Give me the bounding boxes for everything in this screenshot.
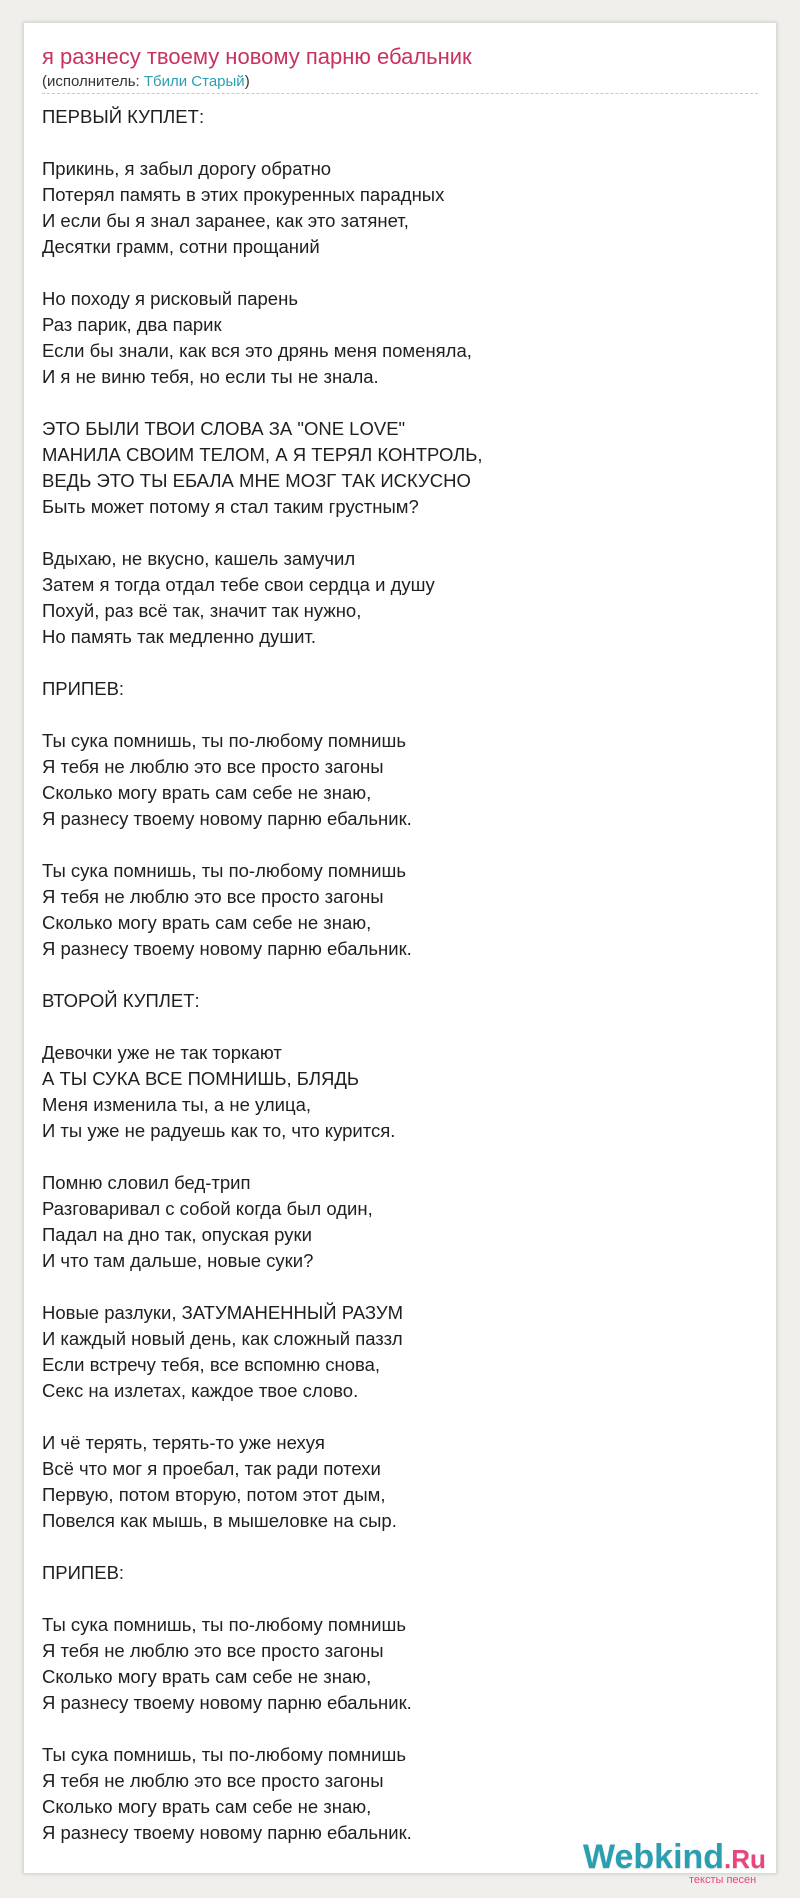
lyric-line: Всё что мог я проебал, так ради потехи bbox=[42, 1458, 381, 1479]
artist-prefix: (исполнитель: bbox=[42, 73, 144, 90]
logo-wordmark bbox=[583, 1838, 766, 1878]
lyric-line: Сколько могу врать сам себе не знаю, bbox=[42, 782, 372, 803]
lyric-line: И я не виню тебя, но если ты не знала. bbox=[42, 366, 379, 387]
lyric-line bbox=[42, 1274, 742, 1300]
lyric-line: ПРИПЕВ: bbox=[42, 1562, 125, 1583]
lyric-line: Первую, потом вторую, потом этот дым, bbox=[42, 1484, 386, 1505]
lyric-line bbox=[42, 1534, 742, 1560]
lyric-line: Ты сука помнишь, ты по-любому помнишь bbox=[42, 1744, 406, 1765]
lyric-line: Десятки грамм, сотни прощаний bbox=[42, 236, 320, 257]
lyric-line bbox=[42, 832, 742, 858]
lyric-line: Ты сука помнишь, ты по-любому помнишь bbox=[42, 1614, 406, 1635]
lyric-line: Сколько могу врать сам себе не знаю, bbox=[42, 912, 372, 933]
lyric-line bbox=[42, 1586, 742, 1612]
lyric-line: Помню словил бед-трип bbox=[42, 1172, 251, 1193]
lyric-line: Новые разлуки, ЗАТУМАНЕННЫЙ РАЗУМ bbox=[42, 1302, 404, 1323]
lyric-line: МАНИЛА СВОИМ ТЕЛОМ, А Я ТЕРЯЛ КОНТРОЛЬ, bbox=[42, 444, 483, 465]
lyric-line bbox=[42, 962, 742, 988]
lyric-line: Я разнесу твоему новому парню ебальник. bbox=[42, 1692, 412, 1713]
lyric-line: Повелся как мышь, в мышеловке на сыр. bbox=[42, 1510, 397, 1531]
lyrics-text bbox=[42, 104, 742, 1846]
lyric-line: И каждый новый день, как сложный паззл bbox=[42, 1328, 403, 1349]
lyric-line: Сколько могу врать сам себе не знаю, bbox=[42, 1796, 372, 1817]
lyric-line: Ты сука помнишь, ты по-любому помнишь bbox=[42, 730, 406, 751]
lyric-line: ВТОРОЙ КУПЛЕТ: bbox=[42, 990, 200, 1011]
lyric-line bbox=[42, 1404, 742, 1430]
lyric-line: Затем я тогда отдал тебе свои сердца и душу bbox=[42, 574, 435, 595]
lyric-line: И что там дальше, новые суки? bbox=[42, 1250, 314, 1271]
lyric-line: Но память так медленно душит. bbox=[42, 626, 316, 647]
lyric-line bbox=[42, 1014, 742, 1040]
artist-link[interactable]: Тбили Старый bbox=[143, 73, 245, 90]
lyric-line bbox=[42, 1144, 742, 1170]
lyric-line: Я тебя не люблю это все просто загоны bbox=[42, 1770, 384, 1791]
lyric-line bbox=[42, 260, 742, 286]
lyric-line: Потерял память в этих прокуренных парадных bbox=[42, 184, 445, 205]
lyric-line: Похуй, раз всё так, значит так нужно, bbox=[42, 600, 362, 621]
artist-line bbox=[42, 73, 250, 91]
lyric-line: Прикинь, я забыл дорогу обратно bbox=[42, 158, 332, 179]
lyric-line: Я тебя не люблю это все просто загоны bbox=[42, 756, 384, 777]
lyric-line bbox=[42, 390, 742, 416]
title-divider bbox=[42, 93, 758, 94]
lyric-line: Быть может потому я стал таким грустным? bbox=[42, 496, 419, 517]
lyric-line bbox=[42, 130, 742, 156]
lyric-line: ЭТО БЫЛИ ТВОИ СЛОВА ЗА "ONE LOVE" bbox=[42, 418, 406, 439]
lyric-line: И чё терять, терять-то уже нехуя bbox=[42, 1432, 325, 1453]
lyric-line: Вдыхаю, не вкусно, кашель замучил bbox=[42, 548, 356, 569]
logo-main-text: Webkind bbox=[583, 1838, 725, 1876]
lyric-line: ВЕДЬ ЭТО ТЫ ЕБАЛА МНЕ МОЗГ ТАК ИСКУСНО bbox=[42, 470, 471, 491]
lyric-line: ПРИПЕВ: bbox=[42, 678, 125, 699]
lyric-line: Но походу я рисковый парень bbox=[42, 288, 298, 309]
lyric-line: Я тебя не люблю это все просто загоны bbox=[42, 886, 384, 907]
lyric-line: Девочки уже не так торкают bbox=[42, 1042, 282, 1063]
lyric-line: Я разнесу твоему новому парню ебальник. bbox=[42, 808, 412, 829]
lyric-line: А ТЫ СУКА ВСЕ ПОМНИШЬ, БЛЯДЬ bbox=[42, 1068, 360, 1089]
lyric-line: Сколько могу врать сам себе не знаю, bbox=[42, 1666, 372, 1687]
lyric-line bbox=[42, 1716, 742, 1742]
lyric-line: Я разнесу твоему новому парню ебальник. bbox=[42, 938, 412, 959]
lyric-line: И ты уже не радуешь как то, что курится. bbox=[42, 1120, 396, 1141]
logo-tagline: тексты песен bbox=[689, 1874, 757, 1886]
lyric-line bbox=[42, 702, 742, 728]
lyric-line: Разговаривал с собой когда был один, bbox=[42, 1198, 373, 1219]
webkind-logo[interactable] bbox=[583, 1838, 773, 1888]
lyric-line: Я разнесу твоему новому парню ебальник. bbox=[42, 1822, 412, 1843]
lyric-line: Секс на излетах, каждое твое слово. bbox=[42, 1380, 359, 1401]
lyric-line: Если встречу тебя, все вспомню снова, bbox=[42, 1354, 381, 1375]
song-title: я разнесу твоему новому парню ебальник bbox=[42, 44, 472, 69]
lyric-line bbox=[42, 520, 742, 546]
lyric-line: И если бы я знал заранее, как это затянет, bbox=[42, 210, 409, 231]
lyric-line bbox=[42, 650, 742, 676]
lyric-line: Раз парик, два парик bbox=[42, 314, 222, 335]
lyric-line: ПЕРВЫЙ КУПЛЕТ: bbox=[42, 106, 205, 127]
lyric-line: Падал на дно так, опуская руки bbox=[42, 1224, 312, 1245]
lyric-line: Если бы знали, как вся это дрянь меня поменяла, bbox=[42, 340, 472, 361]
lyric-line: Ты сука помнишь, ты по-любому помнишь bbox=[42, 860, 406, 881]
artist-suffix: ) bbox=[244, 73, 250, 90]
lyric-line: Я тебя не люблю это все просто загоны bbox=[42, 1640, 384, 1661]
logo-ru-text: .Ru bbox=[724, 1844, 766, 1874]
lyric-line: Меня изменила ты, а не улица, bbox=[42, 1094, 311, 1115]
